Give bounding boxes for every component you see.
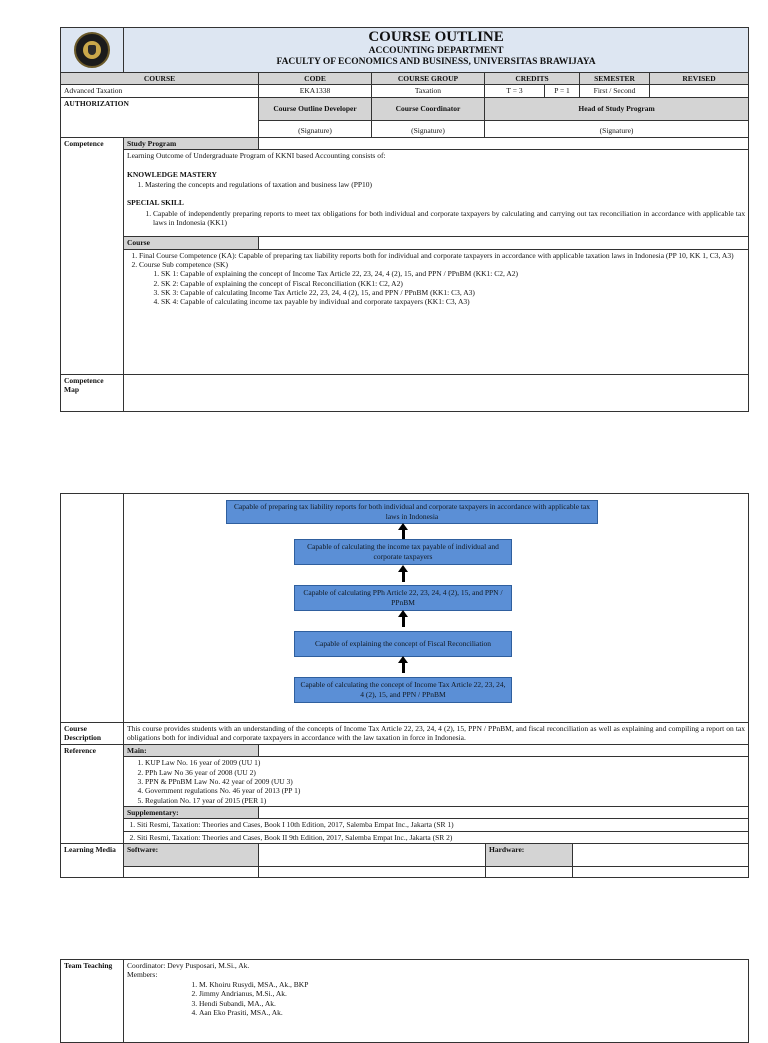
- knowledge-title: KNOWLEDGE MASTERY: [127, 169, 217, 179]
- reference-supp-cell: [124, 819, 749, 831]
- reference-supp-list: [127, 820, 745, 829]
- sub-competence-list: [139, 269, 745, 307]
- arrow-up-icon: [402, 529, 405, 539]
- head-header: Head of Study Program: [485, 97, 749, 120]
- course-competence-filler: [259, 237, 749, 249]
- course-competence-list: [127, 251, 745, 307]
- learning-media-label: Learning Media: [61, 844, 124, 878]
- course-competence-header: [61, 237, 749, 249]
- course-name: Advanced Taxation: [61, 85, 259, 97]
- study-program-filler: [259, 137, 749, 149]
- credits-t: T = 3: [485, 85, 545, 97]
- software-value: [259, 844, 486, 867]
- map-level3-box: Capable of calculating PPh Article 22, 23, 24, 4 (2), 15, and PPN / PPnBM: [294, 585, 512, 611]
- authorization-label: AUTHORIZATION: [61, 97, 259, 137]
- team-teaching-table: [60, 959, 749, 1043]
- sub-competence-item: 1. SK 1: Capable of explaining the concept of Income Tax Article 22, 23, 24, 4 (2), 15, and PPN / PPnBM (KK1: C2, A2): [161, 269, 745, 278]
- competence-map-diagram: [124, 494, 748, 722]
- coordinator-header: Course Coordinator: [372, 97, 485, 120]
- hardware-item: [573, 867, 749, 878]
- reference-item: 5. Regulation No. 17 year of 2015 (PER 1): [145, 796, 745, 805]
- hardware-value: [573, 844, 749, 867]
- reference-supp-list: [127, 833, 745, 842]
- semester-value: First / Second: [580, 85, 650, 97]
- arrow-up-icon: [402, 662, 405, 673]
- knowledge-list: [127, 180, 745, 189]
- course-code: EKA1338: [259, 85, 372, 97]
- learning-outcome-cell: [124, 150, 749, 237]
- sub-competence-item: 3. SK 3: Capable of calculating Income Tax Article 22, 23, 24, 4 (2), 15, and PPN / PPnBM (KK1: C3, A3): [161, 288, 745, 297]
- developer-signature: (Signature): [259, 120, 372, 137]
- map-level2-box: Capable of explaining the concept of Fiscal Reconciliation: [294, 631, 512, 657]
- team-teaching-cell: [124, 960, 749, 1043]
- arrow-up-icon: [402, 616, 405, 627]
- learning-media-row: [61, 844, 749, 867]
- competence-map-diagram-row: [61, 494, 749, 723]
- coordinator-signature: (Signature): [372, 120, 485, 137]
- department-name: ACCOUNTING DEPARTMENT: [368, 45, 504, 56]
- reference-item: 1. KUP Law No. 16 year of 2009 (UU 1): [145, 758, 745, 767]
- competence-map-label: Competence Map: [61, 374, 124, 411]
- competence-label: Competence: [61, 137, 124, 374]
- column-header-row: [61, 73, 749, 85]
- software-item: [124, 867, 259, 878]
- reference-item: 3. PPN & PPnBM Law No. 42 year of 2009 (UU 3): [145, 777, 745, 786]
- col-group: COURSE GROUP: [372, 73, 485, 85]
- reference-supp-item: 1. Siti Resmi, Taxation: Theories and Cases, Book I 10th Edition, 2017, Salemba Empat Inc., Jakarta (SR 1): [137, 820, 745, 829]
- knowledge-item: 1. Mastering the concepts and regulations of taxation and business law (PP10): [145, 180, 745, 189]
- header-row: [61, 28, 749, 73]
- team-member: 3. Hendi Subandi, MA., Ak.: [199, 999, 745, 1008]
- team-member: 4. Aan Eko Prasiti, MSA., Ak.: [199, 1008, 745, 1017]
- course-outline-table-page2: [60, 493, 749, 878]
- sub-competence: [139, 260, 745, 307]
- learning-outcome-intro: Learning Outcome of Undergraduate Program of KKNI based Accounting consists of:: [127, 151, 386, 161]
- diagram-label-cell: [61, 494, 124, 723]
- sub-competence-item: 4. SK 4: Capable of calculating income tax payable by individual and corporate taxpayers (KK1: C3, A3): [161, 297, 745, 306]
- col-credits: CREDITS: [485, 73, 580, 85]
- course-description-label: Course Description: [61, 723, 124, 745]
- reference-supp-row2: [61, 831, 749, 843]
- reference-supp-header: [61, 807, 749, 819]
- header-titles: [124, 28, 749, 73]
- credits-p: P = 1: [545, 85, 580, 97]
- reference-supp-cell: [124, 831, 749, 843]
- competence-map-placeholder: [124, 374, 749, 411]
- skill-item: 1. Capable of independently preparing reports to meet tax obligations for both individual and corporate taxpayers by calculating and carrying out tax reconciliation in accordance with applicable tax laws in Indonesia (KK1): [153, 209, 745, 228]
- sub-competence-title: Course Sub competence (SK): [139, 259, 228, 269]
- course-info-row: [61, 85, 749, 97]
- reference-item: 4. Government regulations No. 46 year of 2013 (PP 1): [145, 786, 745, 795]
- university-seal-icon: [74, 32, 110, 68]
- team-member: 2. Jimmy Andrianus, M.Si., Ak.: [199, 989, 745, 998]
- reference-main-filler: [259, 744, 749, 756]
- team-members-list: [127, 980, 745, 1018]
- skill-title: SPECIAL SKILL: [127, 198, 184, 208]
- revised-value: [650, 85, 749, 97]
- map-level1-box: Capable of calculating the concept of Income Tax Article 22, 23, 24, 4 (2), 15, and PPN / PPnBM: [294, 677, 512, 703]
- reference-main-list: [127, 758, 745, 805]
- study-program-label: Study Program: [124, 137, 259, 149]
- course-competence-row: [61, 249, 749, 374]
- team-member: 1. M. Khoiru Rusydi, MSA., Ak., BKP: [199, 980, 745, 989]
- col-revised: REVISED: [650, 73, 749, 85]
- course-outline-table: [60, 27, 749, 412]
- course-description-row: [61, 723, 749, 745]
- col-code: CODE: [259, 73, 372, 85]
- reference-item: 2. PPh Law No 36 year of 2008 (UU 2): [145, 768, 745, 777]
- team-coordinator: Coordinator: Devy Pusposari, M.Si., Ak.: [127, 961, 250, 970]
- sub-competence-item: 2. SK 2: Capable of explaining the concept of Fiscal Reconciliation (KK1: C2, A2): [161, 279, 745, 288]
- reference-label: Reference: [61, 744, 124, 843]
- course-competence-cell: [124, 249, 749, 374]
- arrow-up-icon: [402, 571, 405, 582]
- learning-media-row2: [61, 867, 749, 878]
- col-semester: SEMESTER: [580, 73, 650, 85]
- course-competence-label: Course: [124, 237, 259, 249]
- team-teaching-label: Team Teaching: [61, 960, 124, 1043]
- team-members-label: Members:: [127, 970, 158, 980]
- course-group: Taxation: [372, 85, 485, 97]
- authorization-row: [61, 97, 749, 120]
- reference-supp-title: Supplementary:: [124, 807, 259, 819]
- hardware-label: Hardware:: [486, 844, 573, 867]
- map-top-box: Capable of preparing tax liability reports for both individual and corporate taxpayers in accordance with applicable tax laws in Indonesia: [226, 500, 598, 524]
- competence-map-row: [61, 374, 749, 411]
- reference-main-header: [61, 744, 749, 756]
- head-signature: (Signature): [485, 120, 749, 137]
- reference-main-row: [61, 757, 749, 807]
- logo-cell: [61, 28, 124, 73]
- hardware-item: [486, 867, 573, 878]
- col-course: COURSE: [61, 73, 259, 85]
- faculty-name: FACULTY OF ECONOMICS AND BUSINESS, UNIVERSITAS BRAWIJAYA: [276, 56, 596, 67]
- page-title: COURSE OUTLINE: [368, 29, 504, 45]
- study-program-row: [61, 137, 749, 149]
- reference-supp-row1: [61, 819, 749, 831]
- reference-supp-item: 2. Siti Resmi, Taxation: Theories and Cases, Book II 9th Edition, 2017, Salemba Empat Inc., Jakarta (SR 2): [137, 833, 745, 842]
- course-description-text: This course provides students with an understanding of the concepts of Income Tax Article 22, 23, 24, 4 (2), 15, PPN / PPnBM, and fiscal reconciliation as well as explaining and compiling a report on tax obligations both for individual and corporate taxpayers in accordance with the law taxation in force in Indonesia.: [124, 723, 749, 745]
- team-teaching-row: [61, 960, 749, 1043]
- final-competence: 1. Final Course Competence (KA): Capable of preparing tax liability reports both for individual and corporate taxpayers in accordance with applicable taxation laws in Indonesia (PP 10, KK 1, C3, A3): [139, 251, 745, 260]
- software-label: Software:: [124, 844, 259, 867]
- skill-list: [127, 209, 745, 228]
- reference-main-cell: [124, 757, 749, 807]
- developer-header: Course Outline Developer: [259, 97, 372, 120]
- map-level4-box: Capable of calculating the income tax payable of individual and corporate taxpayers: [294, 539, 512, 565]
- learning-outcome-row: [61, 150, 749, 237]
- reference-main-title: Main:: [124, 744, 259, 756]
- reference-supp-filler: [259, 807, 749, 819]
- competence-map-cell: [124, 494, 749, 723]
- software-item: [259, 867, 486, 878]
